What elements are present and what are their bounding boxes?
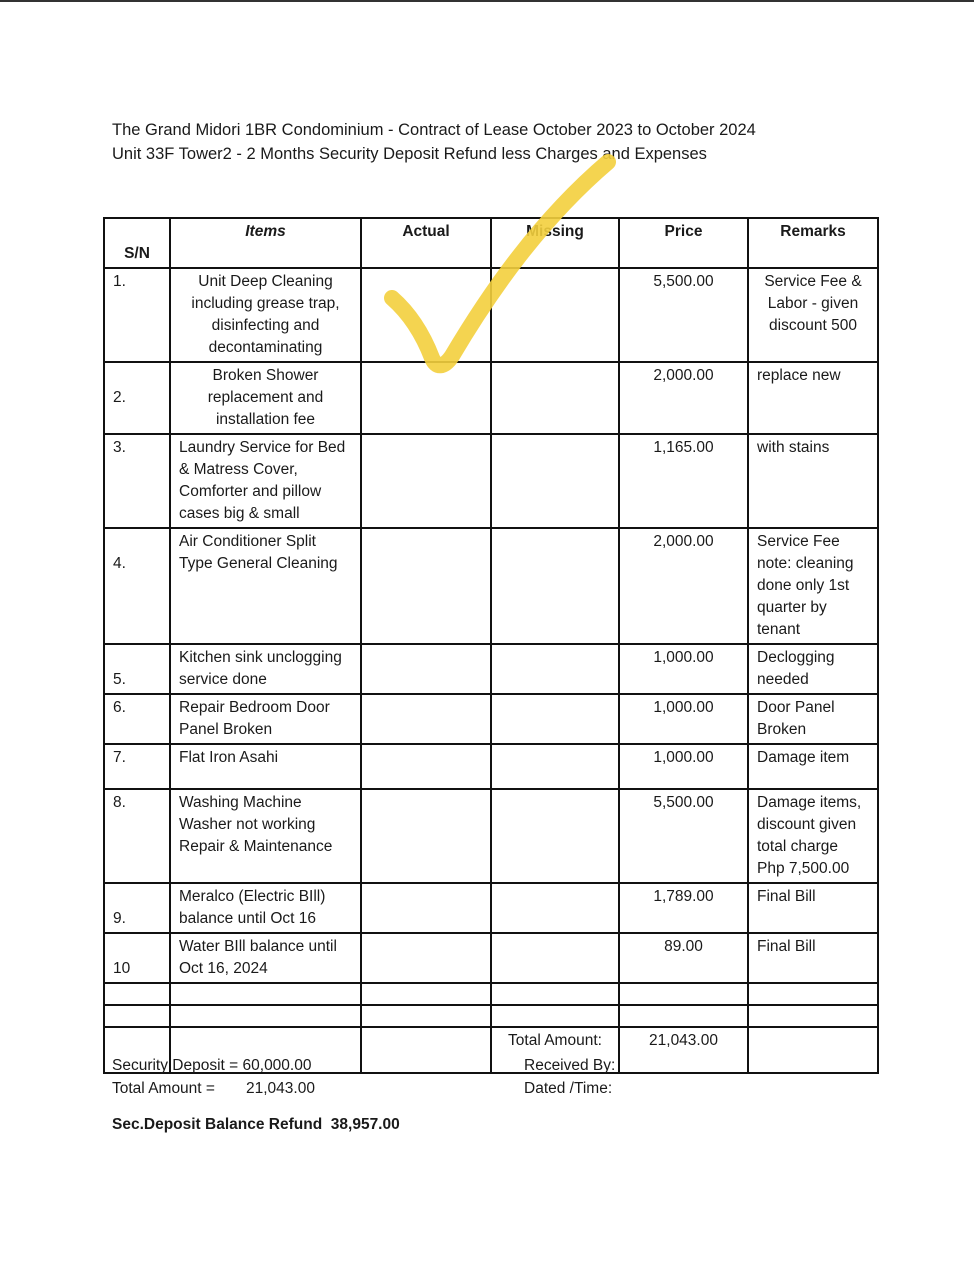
row-sn: 6.: [104, 694, 170, 744]
row-missing: [491, 789, 619, 883]
header-actual: Actual: [361, 218, 491, 268]
row-item: Laundry Service for Bed & Matress Cover, Comforter and pillow cases big & small: [170, 434, 361, 528]
table-empty-row: [104, 1005, 878, 1027]
received-by-label: Received By:: [524, 1057, 616, 1074]
table-row: [104, 744, 878, 789]
row-item: Water BIll balance until Oct 16, 2024: [170, 933, 361, 983]
header-sn: S/N: [104, 218, 170, 268]
table-row: [104, 694, 878, 744]
row-item: Washing Machine Washer not working Repair & Maintenance: [170, 789, 361, 883]
table-row: [104, 789, 878, 883]
table-row: [104, 933, 878, 983]
row-remarks: Service Fee note: cleaning done only 1st quarter by tenant: [748, 528, 878, 644]
charges-table: [103, 217, 879, 1074]
row-actual: [361, 694, 491, 744]
row-actual: [361, 789, 491, 883]
row-missing: [491, 434, 619, 528]
row-actual: [361, 883, 491, 933]
row-price: 1,000.00: [619, 644, 748, 694]
document-title: The Grand Midori 1BR Condominium - Contract of Lease October 2023 to October 2024: [112, 121, 756, 139]
row-item: Meralco (Electric BIll) balance until Oct 16: [170, 883, 361, 933]
header-missing: Missing: [491, 218, 619, 268]
row-actual: [361, 644, 491, 694]
row-missing: [491, 362, 619, 434]
table-row: [104, 268, 878, 362]
row-sn: 1.: [104, 268, 170, 362]
row-sn: 8.: [104, 789, 170, 883]
row-sn: 2.: [104, 362, 170, 434]
row-sn: 4.: [104, 528, 170, 644]
table-row: [104, 434, 878, 528]
row-remarks: Damage items, discount given total charge Php 7,500.00: [748, 789, 878, 883]
row-missing: [491, 528, 619, 644]
row-price: 89.00: [619, 933, 748, 983]
row-remarks: Final Bill: [748, 883, 878, 933]
row-missing: [491, 883, 619, 933]
row-sn: 7.: [104, 744, 170, 789]
table-row: [104, 362, 878, 434]
row-remarks: with stains: [748, 434, 878, 528]
row-item: Air Conditioner Split Type General Cleaning: [170, 528, 361, 644]
row-missing: [491, 268, 619, 362]
row-sn: 5.: [104, 644, 170, 694]
row-actual: [361, 268, 491, 362]
table-row: [104, 528, 878, 644]
row-price: 1,000.00: [619, 694, 748, 744]
row-price: 5,500.00: [619, 789, 748, 883]
row-remarks: Damage item: [748, 744, 878, 789]
row-item: Broken Shower replacement and installation fee: [170, 362, 361, 434]
table-row: [104, 883, 878, 933]
document-subtitle: Unit 33F Tower2 - 2 Months Security Deposit Refund less Charges and Expenses: [112, 145, 707, 163]
total-amount-label: Total Amount =: [112, 1080, 215, 1097]
row-item: Flat Iron Asahi: [170, 744, 361, 789]
row-actual: [361, 744, 491, 789]
total-value: 21,043.00: [619, 1027, 748, 1073]
table-row: [104, 644, 878, 694]
header-price: Price: [619, 218, 748, 268]
row-price: 5,500.00: [619, 268, 748, 362]
row-price: 1,000.00: [619, 744, 748, 789]
row-missing: [491, 644, 619, 694]
table-empty-row: [104, 983, 878, 1005]
row-price: 2,000.00: [619, 528, 748, 644]
header-remarks: Remarks: [748, 218, 878, 268]
row-item: Kitchen sink unclogging service done: [170, 644, 361, 694]
dated-time-label: Dated /Time:: [524, 1080, 613, 1097]
balance-refund-line: Sec.Deposit Balance Refund 38,957.00: [112, 1116, 400, 1133]
row-sn: 9.: [104, 883, 170, 933]
row-sn: 10: [104, 933, 170, 983]
row-remarks: Final Bill: [748, 933, 878, 983]
row-item: Repair Bedroom Door Panel Broken: [170, 694, 361, 744]
security-deposit-line: Security Deposit = 60,000.00: [112, 1057, 312, 1074]
row-actual: [361, 933, 491, 983]
row-actual: [361, 528, 491, 644]
row-missing: [491, 694, 619, 744]
top-border-line: [0, 0, 974, 2]
row-item: Unit Deep Cleaning including grease trap, disinfecting and decontaminating: [170, 268, 361, 362]
row-missing: [491, 933, 619, 983]
total-label: Total Amount:: [491, 1027, 619, 1073]
row-price: 1,165.00: [619, 434, 748, 528]
row-remarks: replace new: [748, 362, 878, 434]
total-amount-value: 21,043.00: [246, 1080, 315, 1097]
row-missing: [491, 744, 619, 789]
row-actual: [361, 362, 491, 434]
row-remarks: Door Panel Broken: [748, 694, 878, 744]
table-header-row: [104, 218, 878, 268]
row-remarks: Service Fee & Labor - given discount 500: [748, 268, 878, 362]
row-sn: 3.: [104, 434, 170, 528]
row-price: 2,000.00: [619, 362, 748, 434]
header-items: Items: [170, 218, 361, 268]
row-price: 1,789.00: [619, 883, 748, 933]
row-actual: [361, 434, 491, 528]
row-remarks: Declogging needed: [748, 644, 878, 694]
